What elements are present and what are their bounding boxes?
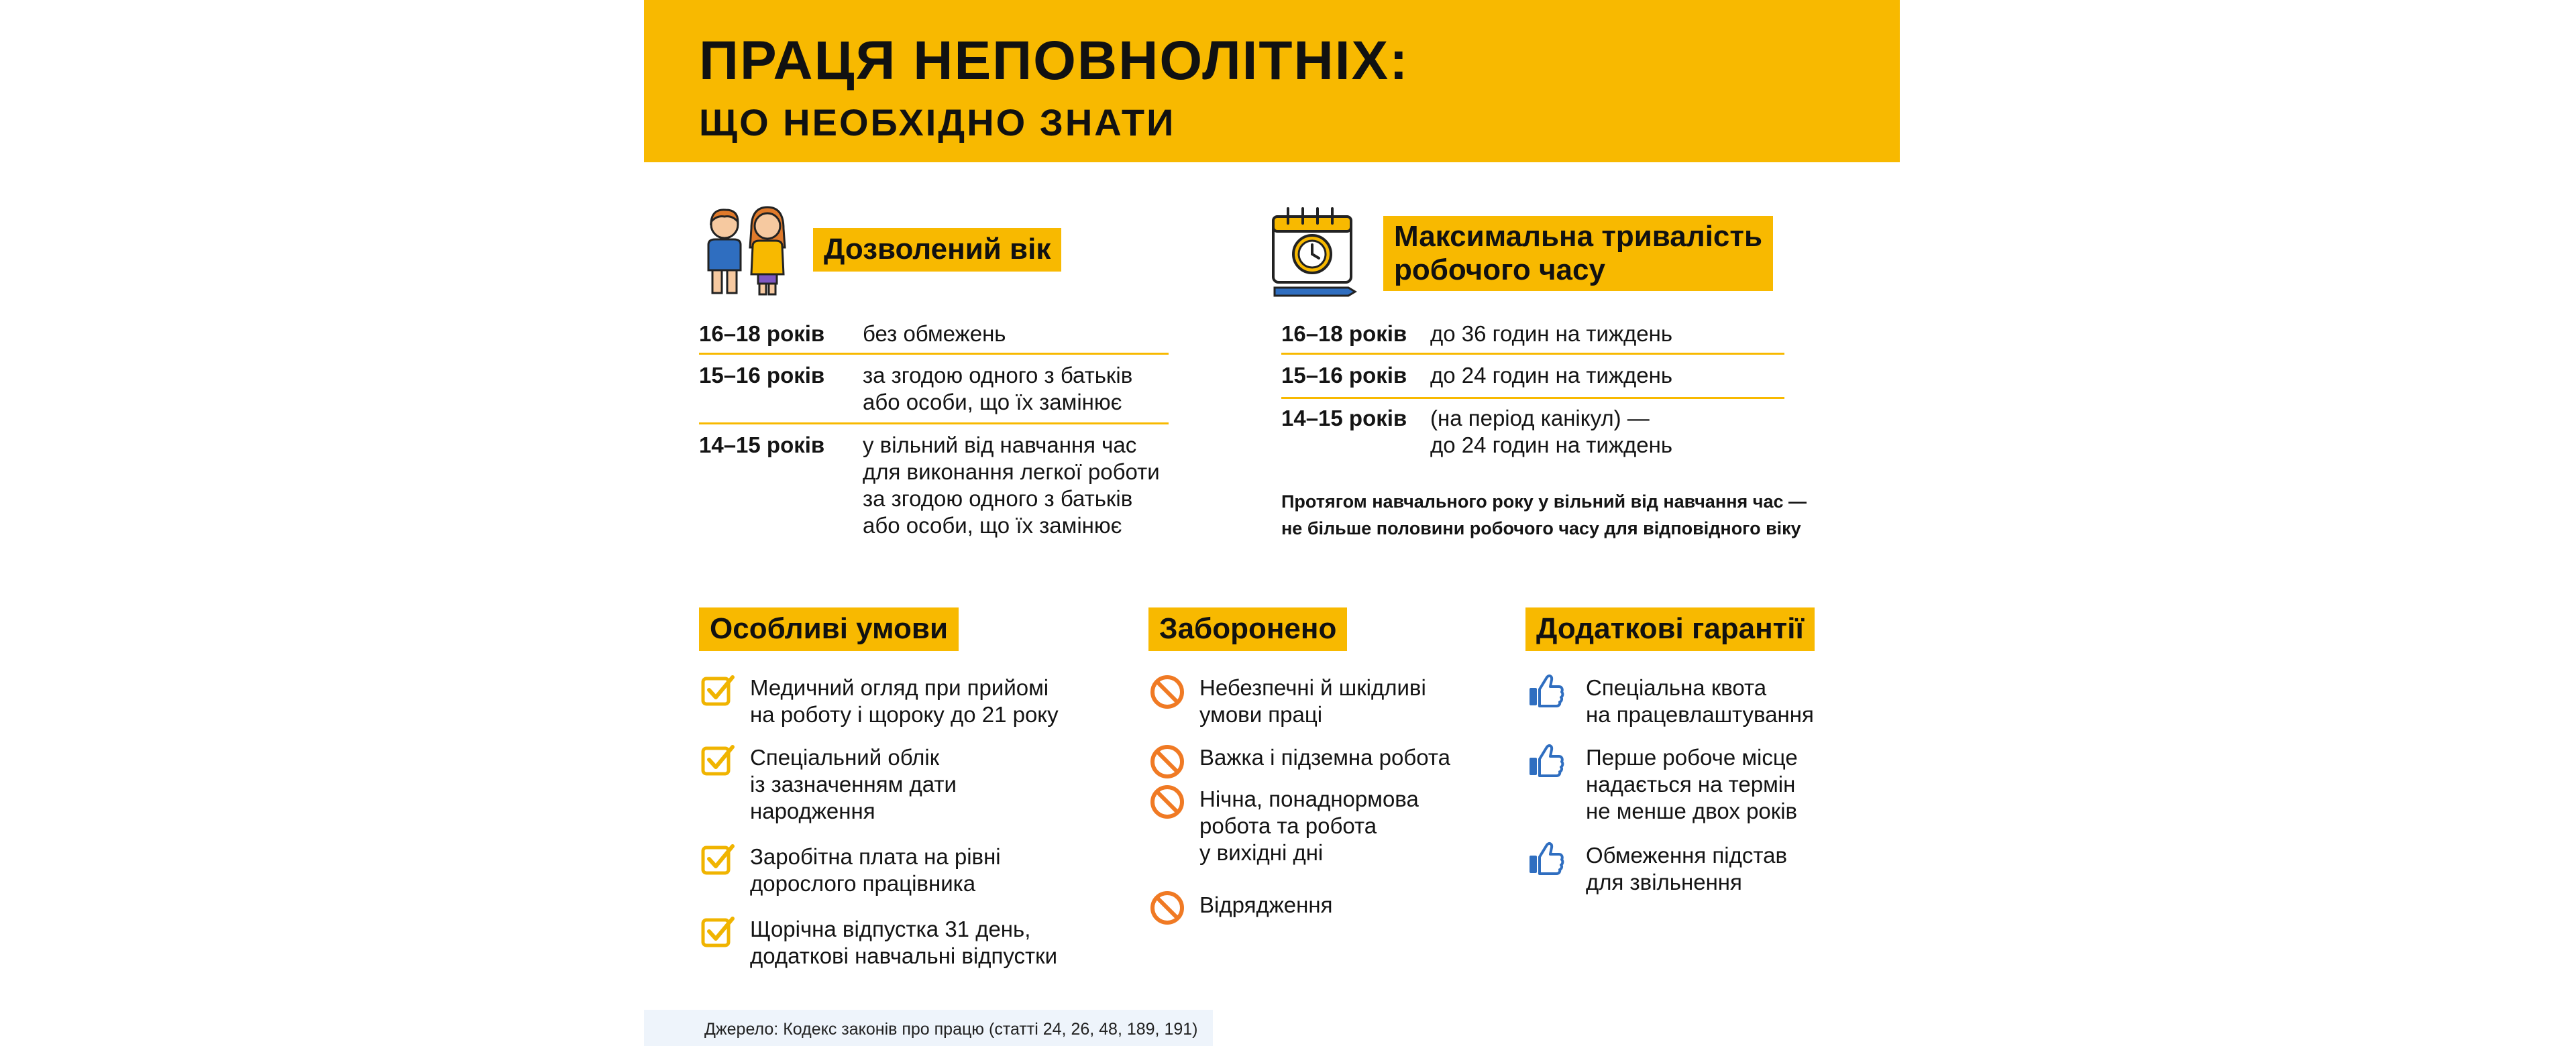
guarantees-title: Додаткові гарантії (1525, 607, 1815, 651)
prohibited-icon (1148, 889, 1186, 927)
hours-label: 15–16 років (1281, 363, 1407, 388)
prohibited-icon (1148, 783, 1186, 821)
source-text: Джерело: Кодекс законів про працю (статті 24, 26, 48, 189, 191) (704, 1020, 1198, 1039)
hours-row-15-16 (1281, 362, 1784, 389)
page-title: ПРАЦЯ НЕПОВНОЛІТНІХ: (699, 30, 1409, 91)
list-item: Небезпечні й шкідливі умови праці (1199, 675, 1426, 727)
age-row-14-15 (699, 432, 1169, 538)
list-item: Обмеження підстав для звільнення (1586, 843, 1788, 894)
age-label: 16–18 років (699, 321, 825, 346)
list-item: Спеціальний облік із зазначенням дати народження (750, 745, 957, 823)
separator (699, 353, 1169, 355)
forbidden-title: Заборонено (1148, 607, 1347, 651)
age-text: за згодою одного з батьків або особи, що їх замінює (863, 363, 1133, 414)
max-hours-title (1383, 216, 1773, 291)
thumbs-up-icon (1527, 672, 1564, 709)
separator (699, 422, 1169, 424)
list-item: Відрядження (1199, 892, 1333, 917)
special-conditions-title: Особливі умови (699, 607, 959, 651)
list-item: Важка і підземна робота (1199, 745, 1450, 770)
age-text: у вільний від навчання час для виконання легкої роботи за згодою одного з батьків або особи, що їх замінює (863, 432, 1160, 538)
separator (1281, 353, 1784, 355)
hours-label: 14–15 років (1281, 406, 1407, 430)
max-hours-title-line2: робочого часу (1394, 253, 1605, 286)
prohibited-icon (1148, 743, 1186, 780)
infographic (644, 0, 1900, 1046)
max-hours-title-line1: Максимальна тривалість (1394, 220, 1762, 253)
hours-row-14-15 (1281, 405, 1784, 457)
thumbs-up-icon (1527, 839, 1564, 877)
list-item: Нічна, понаднормова робота та робота у вихідні дні (1199, 787, 1419, 865)
separator (1281, 397, 1784, 399)
prohibited-icon (1148, 673, 1186, 711)
checkbox-icon (699, 742, 737, 779)
checkbox-icon (699, 913, 737, 951)
hours-text: до 24 годин на тиждень (1430, 363, 1673, 388)
children-icon (699, 205, 793, 298)
header-banner (644, 0, 1900, 162)
hours-label: 16–18 років (1281, 321, 1407, 346)
age-label: 14–15 років (699, 432, 825, 457)
checkbox-icon (699, 672, 737, 709)
list-item: Щорічна відпустка 31 день, додаткові навчальні відпустки (750, 917, 1058, 968)
calendar-clock-icon (1268, 205, 1362, 298)
age-label: 15–16 років (699, 363, 825, 388)
hours-row-16-18 (1281, 321, 1784, 347)
hours-text: (на період канікул) — до 24 годин на тиждень (1430, 406, 1673, 457)
list-item: Заробітна плата на рівні дорослого працівника (750, 844, 1001, 896)
hours-text: до 36 годин на тиждень (1430, 321, 1673, 346)
thumbs-up-icon (1527, 742, 1564, 779)
max-hours-note: Протягом навчального року у вільний від навчання час — не більше половини робочого часу для відповідного віку (1281, 491, 1807, 538)
allowed-age-title: Дозволений вік (813, 228, 1061, 272)
list-item: Перше робоче місце надається на термін не менше двох років (1586, 745, 1798, 823)
age-row-16-18 (699, 321, 1169, 347)
checkbox-icon (699, 841, 737, 878)
page-subtitle: ЩО НЕОБХІДНО ЗНАТИ (699, 101, 1176, 143)
list-item: Спеціальна квота на працевлаштування (1586, 675, 1814, 727)
age-row-15-16 (699, 362, 1169, 414)
list-item: Медичний огляд при прийомі на роботу і щороку до 21 року (750, 675, 1059, 727)
age-text: без обмежень (863, 321, 1006, 346)
